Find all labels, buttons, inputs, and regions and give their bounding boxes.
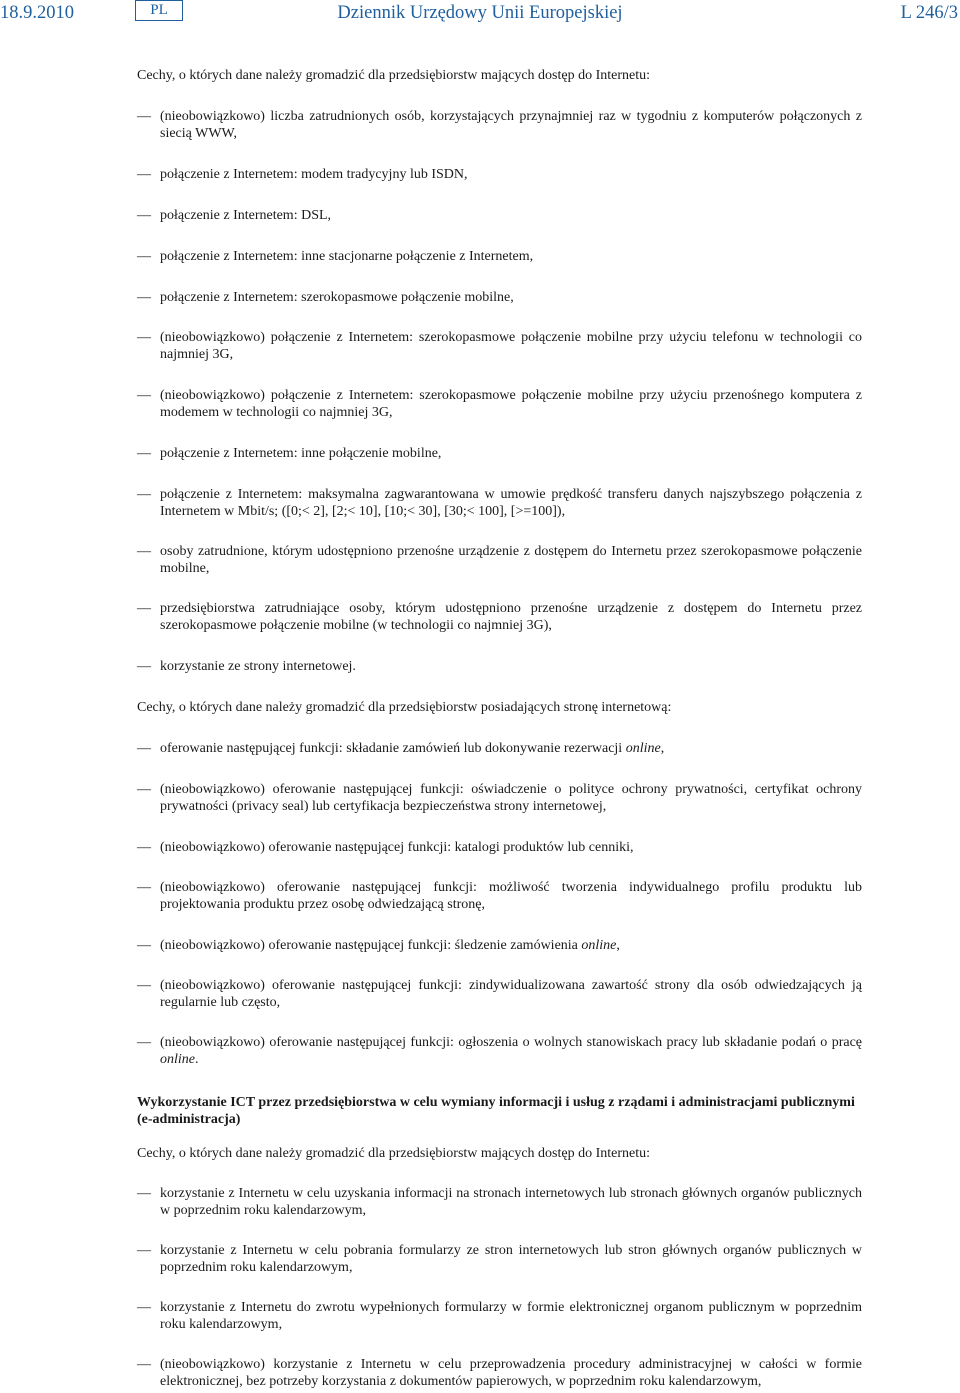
list-item: — przedsiębiorstwa zatrudniające osoby, którym udostępniono przenośne urządzenie z dostępem do Internetu przez szerokopasmowe połączenie mobilne (w technologii co najmniej 3G), [137, 600, 862, 634]
page-header [0, 0, 960, 40]
italic-term: online [625, 741, 661, 756]
list-item-text: oferowanie następującej funkcji: składanie zamówień lub dokonywanie rezerwacji online, [160, 741, 665, 756]
italic-term: online [581, 938, 617, 953]
list-item: — korzystanie z Internetu w celu uzyskania informacji na stronach internetowych lub stronach głównych organów publicznych w poprzednim roku kalendarzowym, [137, 1185, 862, 1219]
list-item: — (nieobowiązkowo) oferowanie następującej funkcji: oświadczenie o polityce ochrony prywatności, certyfikat ochrony prywatności (privacy seal) lub certyfikacja bezpieczeństwa strony internetowej, [137, 781, 862, 815]
block2-list [137, 740, 862, 1068]
list-item: — połączenie z Internetem: DSL, [137, 207, 862, 224]
block3-intro: Cechy, o których dane należy gromadzić dla przedsiębiorstw mających dostęp do Internetu: [137, 1146, 651, 1161]
list-item: — (nieobowiązkowo) oferowanie następującej funkcji: ogłoszenia o wolnych stanowiskach pracy lub składanie podań o pracę online. [137, 1034, 862, 1068]
list-item: — połączenie z Internetem: inne połączenie mobilne, [137, 445, 862, 462]
list-item: — (nieobowiązkowo) oferowanie następującej funkcji: śledzenie zamówienia online, [137, 937, 862, 954]
section-title: Wykorzystanie ICT przez przedsiębiorstwa w celu wymiany informacji i usług z rządami i administracjami publicznymi (e-administracja) [137, 1095, 855, 1127]
list-item: — połączenie z Internetem: maksymalna zagwarantowana w umowie prędkość transferu danych najszybszego połączenia z Internetem w Mbit/s; ([0;< 2], [2;< 10], [10;< 30], [30;< 100], [>=100]), [137, 486, 862, 520]
block1-list [137, 108, 862, 675]
list-item: — (nieobowiązkowo) oferowanie następującej funkcji: zindywidualizowana zawartość strony dla osób odwiedzających ją regularnie lub często, [137, 977, 862, 1011]
list-item: — korzystanie z Internetu w celu pobrania formularzy ze stron internetowych lub stron głównych organów publicznych w poprzednim roku kalendarzowym, [137, 1242, 862, 1276]
block1-intro: Cechy, o których dane należy gromadzić dla przedsiębiorstw mających dostęp do Internetu: [137, 68, 651, 83]
list-item: — korzystanie z Internetu do zwrotu wypełnionych formularzy w formie elektronicznej organom publicznym w poprzednim roku kalendarzowym, [137, 1299, 862, 1333]
list-item: — korzystanie ze strony internetowej. [137, 658, 862, 675]
journal-title: Dziennik Urzędowy Unii Europejskiej [337, 3, 623, 23]
list-item: — połączenie z Internetem: modem tradycyjny lub ISDN, [137, 166, 862, 183]
list-item: — połączenie z Internetem: inne stacjonarne połączenie z Internetem, [137, 248, 862, 265]
block2-intro: Cechy, o których dane należy gromadzić dla przedsiębiorstw posiadających stronę internetową: [137, 700, 672, 715]
italic-term: online [160, 1052, 195, 1067]
list-item: — (nieobowiązkowo) połączenie z Internetem: szerokopasmowe połączenie mobilne przy użyciu przenośnego komputera z modemem w technologii co najmniej 3G, [137, 387, 862, 421]
list-item: — osoby zatrudnione, którym udostępniono przenośne urządzenie z dostępem do Internetu przez szerokopasmowe połączenie mobilne, [137, 543, 862, 577]
list-item: — (nieobowiązkowo) oferowanie następującej funkcji: możliwość tworzenia indywidualnego profilu produktu lub projektowania produktu przez osobę odwiedzającą stronę, [137, 879, 862, 913]
block3-list [137, 1185, 862, 1390]
list-item: — (nieobowiązkowo) liczba zatrudnionych osób, korzystających przynajmniej raz w tygodniu z komputerów połączonych z siecią WWW, [137, 108, 862, 142]
page-reference: L 246/3 [900, 3, 958, 23]
language-badge: PL [135, 0, 183, 21]
document-body [137, 67, 862, 1390]
publication-date: 18.9.2010 [0, 3, 74, 23]
list-item: — połączenie z Internetem: szerokopasmowe połączenie mobilne, [137, 289, 862, 306]
list-item [137, 740, 862, 757]
list-item: — (nieobowiązkowo) połączenie z Internetem: szerokopasmowe połączenie mobilne przy użyciu telefonu w technologii co najmniej 3G, [137, 329, 862, 363]
list-item: — (nieobowiązkowo) korzystanie z Internetu w celu przeprowadzenia procedury administracyjnej w całości w formie elektronicznej, bez potrzeby korzystania z dokumentów papierowych, w poprzednim roku kalendarzowym, [137, 1356, 862, 1390]
list-item: — (nieobowiązkowo) oferowanie następującej funkcji: katalogi produktów lub cenniki, [137, 839, 862, 856]
